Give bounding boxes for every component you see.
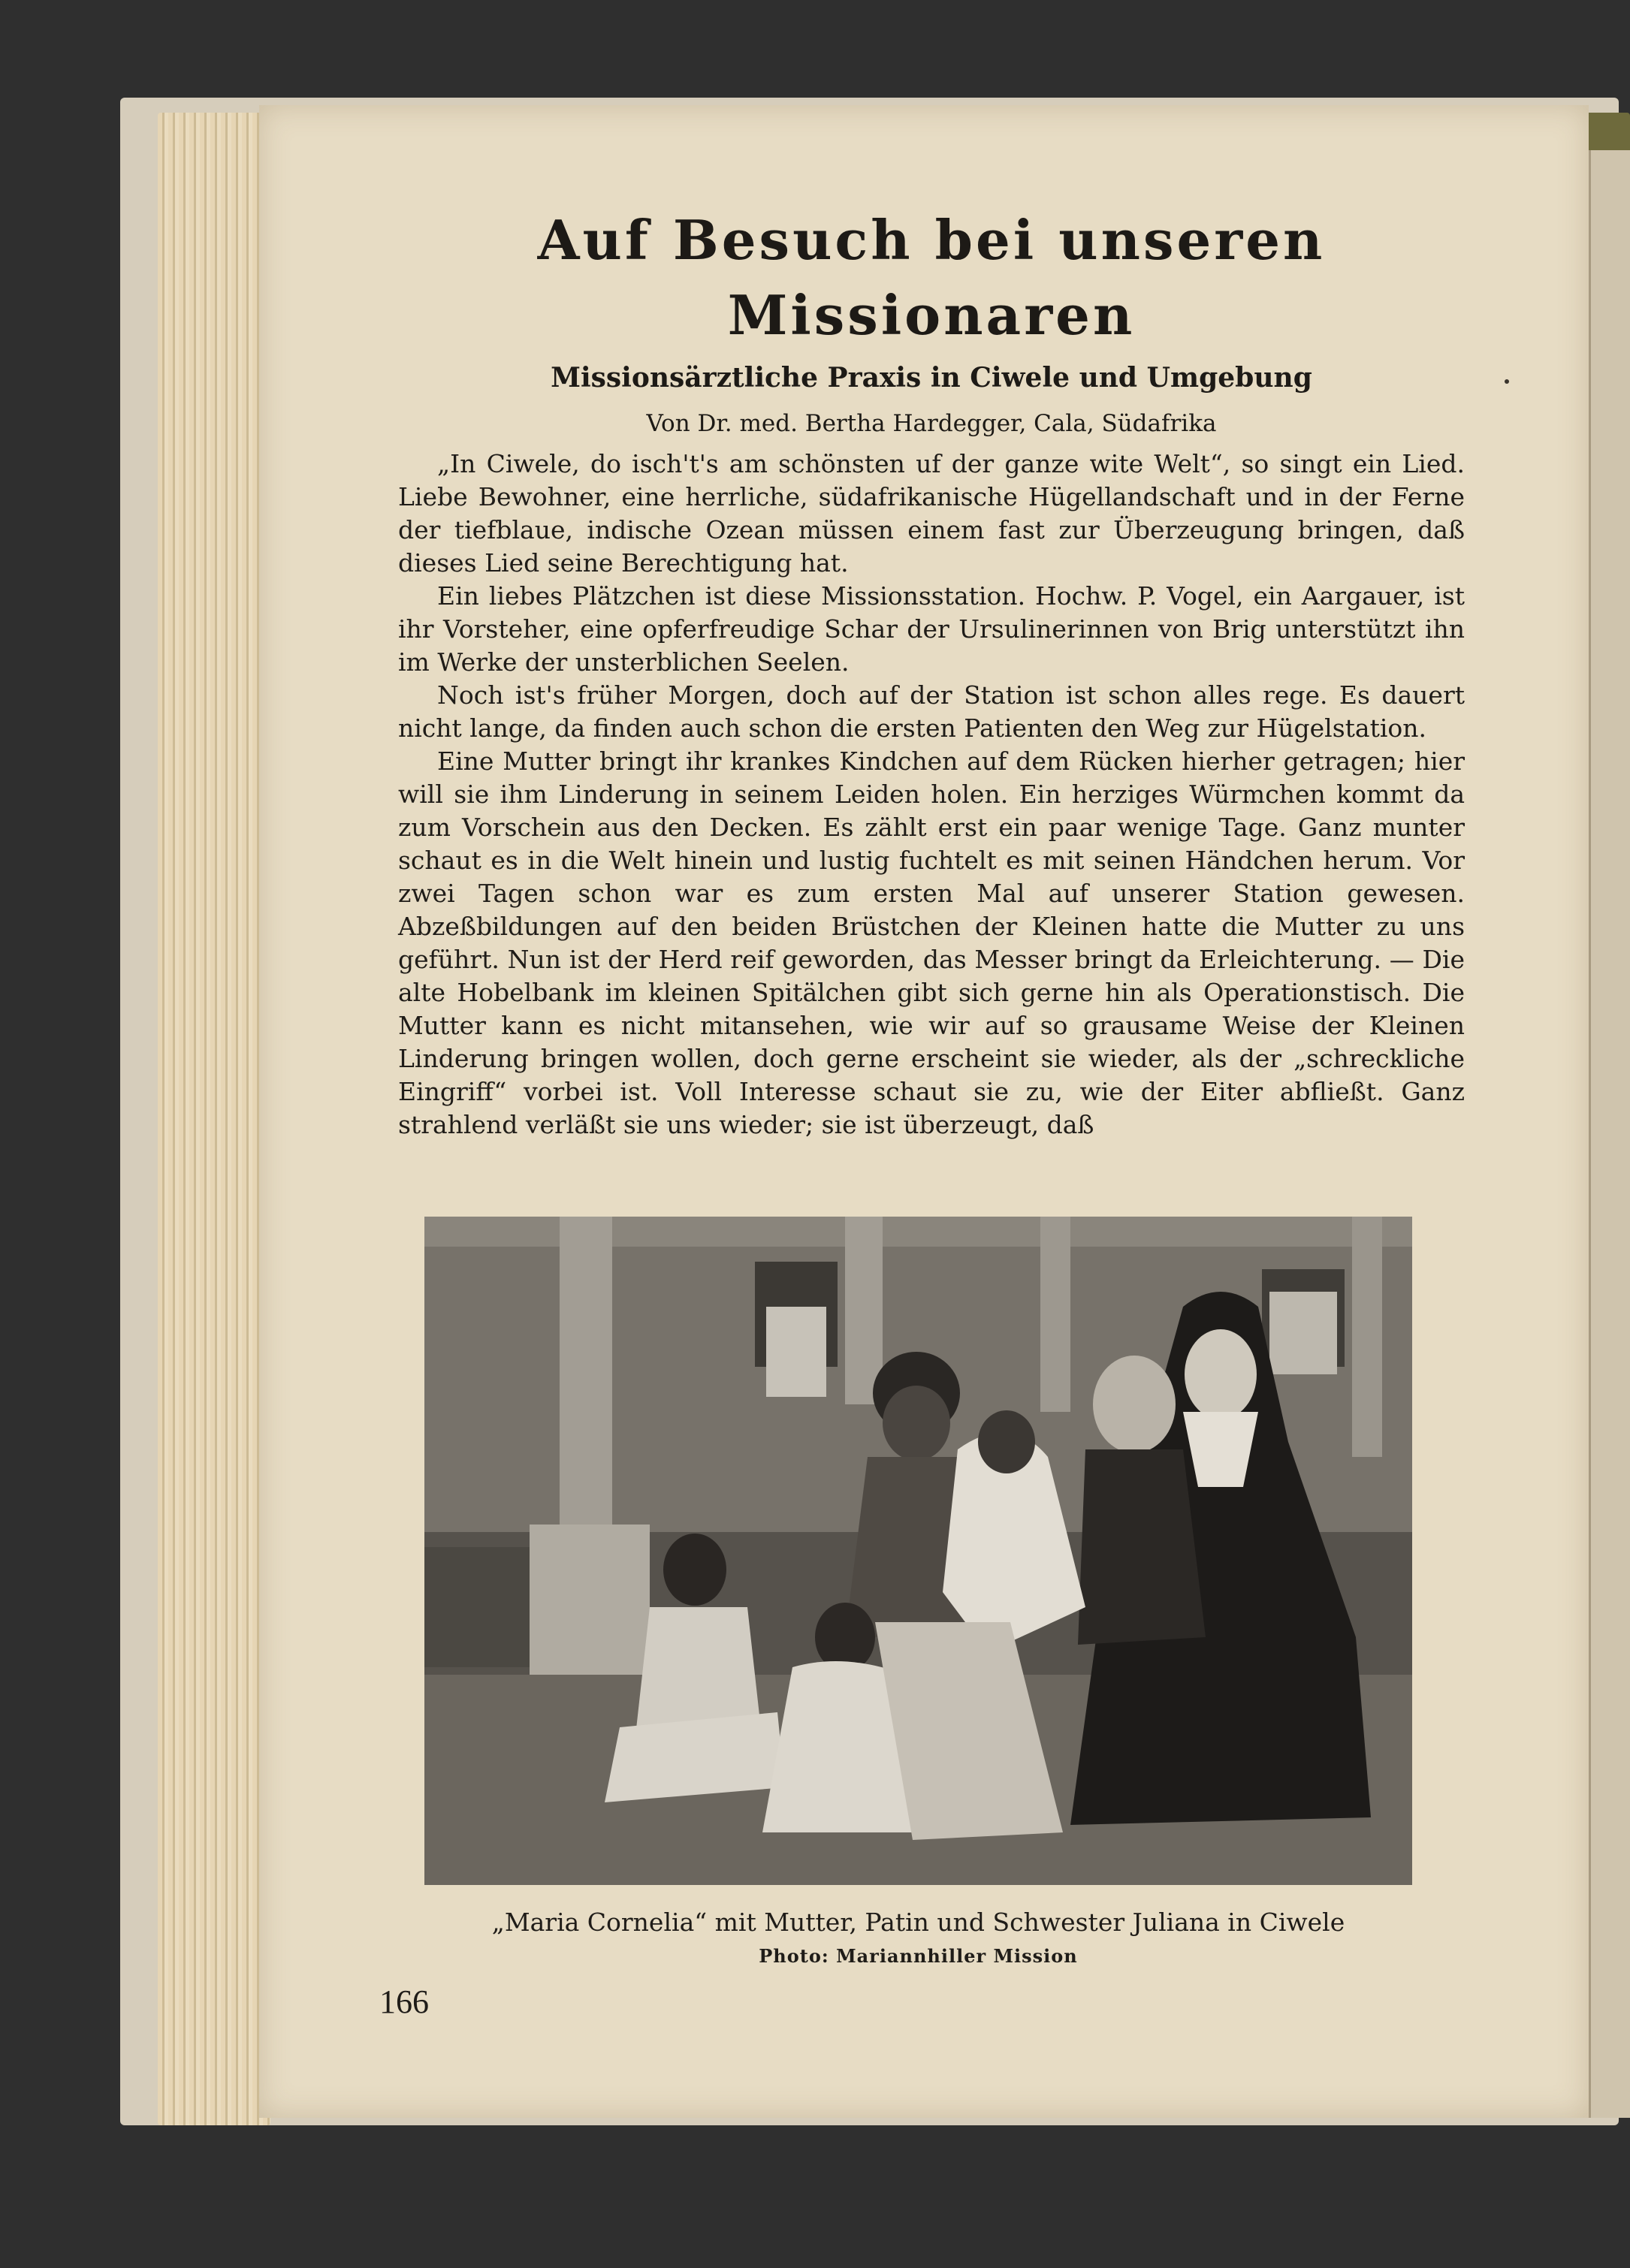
- photo-caption: „Maria Cornelia“ mit Mutter, Patin und Schwester Juliana in Ciwele: [491, 1908, 1345, 1937]
- paragraph: Eine Mutter bringt ihr krankes Kindchen auf dem Rücken hierher getragen; hier will sie ihm Linderung in seinem Leiden holen. Ein herziges Würmchen kommt da zum Vorschein aus den Decken. Es zählt erst ein paar wenige Tage. Ganz munter schaut es in die Welt hinein und lustig fuchtelt es mit seinen Händchen herum. Vor zwei Tagen schon war es zum ersten Mal auf unserer Station gewesen. Abzeßbildungen auf den beiden Brüstchen der Kleinen hatte die Mutter zu uns geführt. Nun ist der Herd reif geworden, das Messer bringt da Erleichterung. — Die alte Hobelbank im kleinen Spitälchen gibt sich gerne hin als Operationstisch. Die Mutter kann es nicht mitansehen, wie wir auf so grausame Weise der Kleinen Linderung bringen wollen, doch gerne erscheint sie wieder, als der „schreckliche Eingriff“ vorbei ist. Voll Interesse schaut sie zu, wie der Eiter abfließt. Ganz strahlend verläßt sie uns wieder; sie ist überzeugt, daß: [398, 746, 1465, 1139]
- paragraph: „In Ciwele, do isch't's am schönsten uf der ganze wite Welt“, so singt ein Lied. Liebe Bewohner, eine herrliche, südafrikanische Hügellandschaft und in der Ferne der tiefblaue, indische Ozean müssen einem fast zur Überzeugung bringen, daß dieses Lied seine Berechtigung hat.: [398, 449, 1465, 578]
- paragraph: Ein liebes Plätzchen ist diese Missionsstation. Hochw. P. Vogel, ein Aargauer, ist ihr Vorsteher, eine opferfreudige Schar der Ursulinerinnen von Brig unterstützt ihn im Werke der unsterblichen Seelen.: [398, 581, 1465, 677]
- paragraph: Noch ist's früher Morgen, doch auf der Station ist schon alles rege. Es dauert nicht lange, da finden auch schon die ersten Patienten den Weg zur Hügelstation.: [398, 680, 1465, 743]
- next-page-edge: [1589, 150, 1630, 2118]
- photo-illustration: [424, 1217, 1412, 1885]
- article-byline: Von Dr. med. Bertha Hardegger, Cala, Südafrika: [646, 410, 1217, 437]
- page-edges: [158, 113, 270, 2125]
- article-title: Auf Besuch bei unseren Missionaren: [537, 208, 1326, 347]
- page-number: 166: [379, 1983, 429, 2020]
- photograph: [424, 1217, 1412, 1885]
- ink-speck: [1505, 379, 1509, 384]
- article-subtitle: Missionsärztliche Praxis in Ciwele und Umgebung: [551, 362, 1312, 394]
- photo-credit: Photo: Mariannhiller Mission: [759, 1945, 1078, 1967]
- article: [398, 203, 1465, 1142]
- article-body: [398, 448, 1465, 1142]
